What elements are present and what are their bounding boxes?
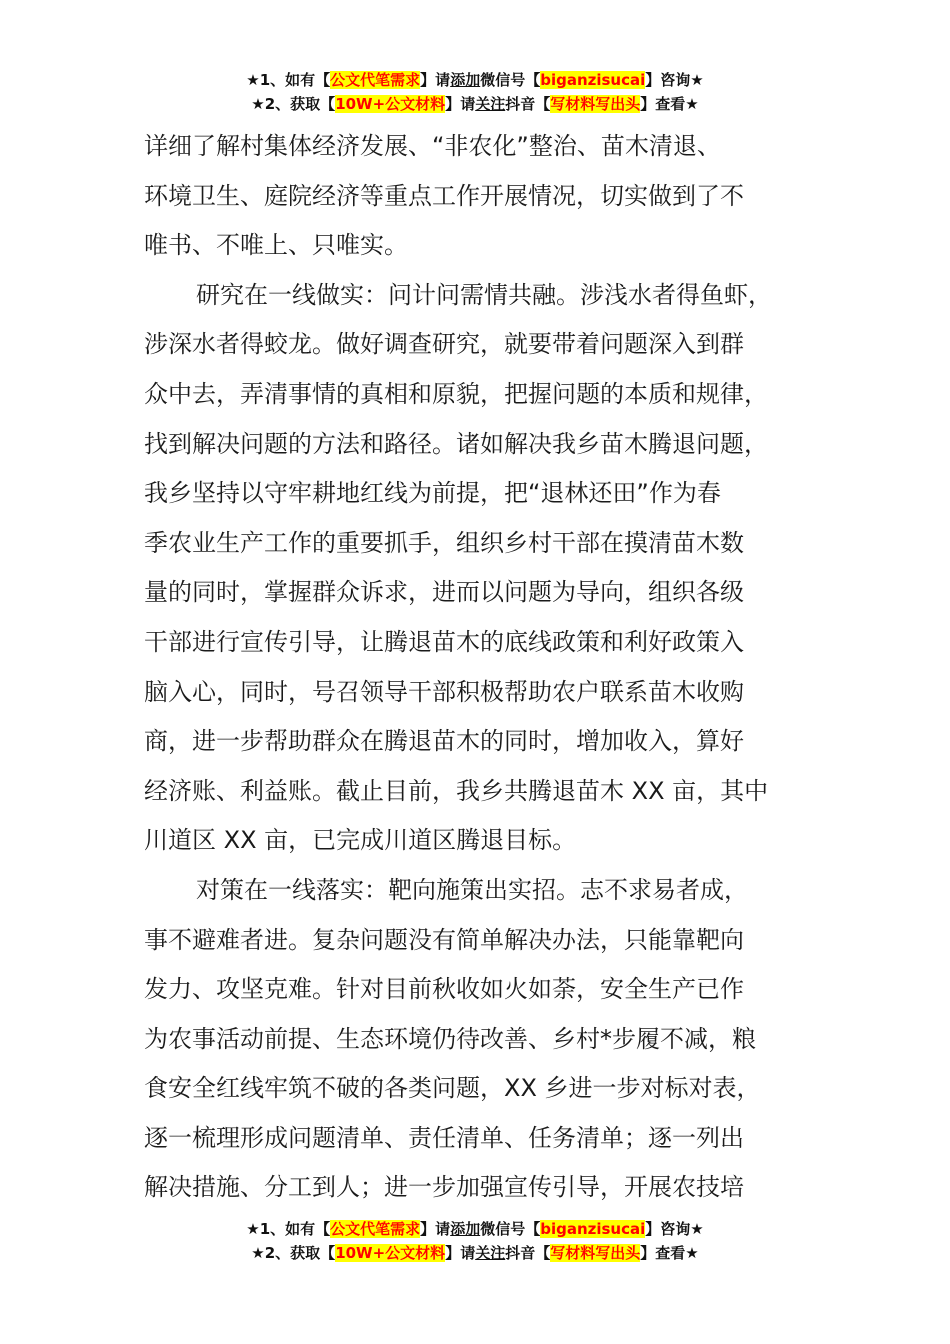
highlight-douyin-account: 写材料写出头 xyxy=(550,1244,641,1262)
highlight-douyin-account: 写材料写出头 xyxy=(550,95,641,113)
body-line: 我乡坚持以守牢耕地红线为前提，把“退林还田”作为春 xyxy=(144,479,721,508)
body-line: 众中去，弄清事情的真相和原貌，把握问题的本质和规律， xyxy=(144,379,768,408)
document-body xyxy=(144,122,809,1213)
body-line: 涉深水者得蛟龙。做好调查研究，就要带着问题深入到群 xyxy=(144,330,744,359)
underlined-text: 关注 xyxy=(475,95,506,113)
banner-text: ★1、如有【 xyxy=(246,71,331,89)
highlight-service: 公文代笔需求 xyxy=(330,71,421,89)
footer-banner-line-2 xyxy=(0,1241,950,1265)
highlight-wechat-id: biganzisucai xyxy=(540,1220,646,1238)
highlight-materials: 10W+公文材料 xyxy=(335,95,446,113)
body-line: 发力、攻坚克难。针对目前秋收如火如荼，安全生产已作 xyxy=(144,975,744,1004)
body-line: 食安全红线牢筑不破的各类问题，XX 乡进一步对标对表， xyxy=(144,1074,761,1103)
body-line: 季农业生产工作的重要抓手，组织乡村干部在摸清苗木数 xyxy=(144,528,744,557)
underlined-text: 添加 xyxy=(450,1220,481,1238)
banner-text: 】咨询★ xyxy=(645,71,704,89)
banner-text: 】请 xyxy=(445,1244,476,1262)
paragraph-research-start: 研究在一线做实：问计问需情共融。涉浅水者得鱼虾， xyxy=(196,280,772,309)
banner-text: 抖音【 xyxy=(505,1244,551,1262)
body-line: 解决措施、分工到人；进一步加强宣传引导，开展农技培 xyxy=(144,1173,744,1202)
banner-text: 】请 xyxy=(420,71,451,89)
banner-text: 】咨询★ xyxy=(645,1220,704,1238)
footer-banner-line-1 xyxy=(0,1217,950,1241)
underlined-text: 关注 xyxy=(475,1244,506,1262)
body-line: 详细了解村集体经济发展、“非农化”整治、苗木清退、 xyxy=(144,132,721,160)
body-line: 商，进一步帮助群众在腾退苗木的同时，增加收入，算好 xyxy=(144,727,744,756)
banner-text: 微信号【 xyxy=(480,1220,541,1238)
highlight-wechat-id: biganzisucai xyxy=(540,71,646,89)
header-banner xyxy=(0,68,950,116)
body-line: 环境卫生、庭院经济等重点工作开展情况，切实做到了不 xyxy=(144,181,744,210)
header-banner-line-1 xyxy=(0,68,950,92)
body-line: 经济账、利益账。截止目前，我乡共腾退苗木 XX 亩，其中 xyxy=(144,776,769,805)
body-line: 川道区 XX 亩，已完成川道区腾退目标。 xyxy=(144,826,577,855)
banner-text: ★2、获取【 xyxy=(251,95,336,113)
footer-banner xyxy=(0,1217,950,1265)
banner-text: ★2、获取【 xyxy=(251,1244,336,1262)
body-line: 事不避难者进。复杂问题没有简单解决办法，只能靠靶向 xyxy=(144,925,744,954)
paragraph-countermeasures-start: 对策在一线落实：靶向施策出实招。志不求易者成， xyxy=(196,875,748,904)
body-line: 为农事活动前提、生态环境仍待改善、乡村*步履不减，粮 xyxy=(144,1024,756,1053)
banner-text: 】请 xyxy=(445,95,476,113)
banner-text: 抖音【 xyxy=(505,95,551,113)
banner-text: 微信号【 xyxy=(480,71,541,89)
banner-text: 】查看★ xyxy=(640,95,699,113)
body-line: 量的同时，掌握群众诉求，进而以问题为导向，组织各级 xyxy=(144,578,744,607)
body-line: 找到解决问题的方法和路径。诸如解决我乡苗木腾退问题， xyxy=(144,429,768,458)
header-banner-line-2 xyxy=(0,92,950,116)
body-line: 唯书、不唯上、只唯实。 xyxy=(144,231,408,260)
highlight-materials: 10W+公文材料 xyxy=(335,1244,446,1262)
banner-text: ★1、如有【 xyxy=(246,1220,331,1238)
banner-text: 】查看★ xyxy=(640,1244,699,1262)
highlight-service: 公文代笔需求 xyxy=(330,1220,421,1238)
banner-text: 】请 xyxy=(420,1220,451,1238)
underlined-text: 添加 xyxy=(450,71,481,89)
body-line: 逐一梳理形成问题清单、责任清单、任务清单；逐一列出 xyxy=(144,1123,744,1152)
body-line: 脑入心，同时，号召领导干部积极帮助农户联系苗木收购 xyxy=(144,677,744,706)
body-line: 干部进行宣传引导，让腾退苗木的底线政策和利好政策入 xyxy=(144,627,744,656)
